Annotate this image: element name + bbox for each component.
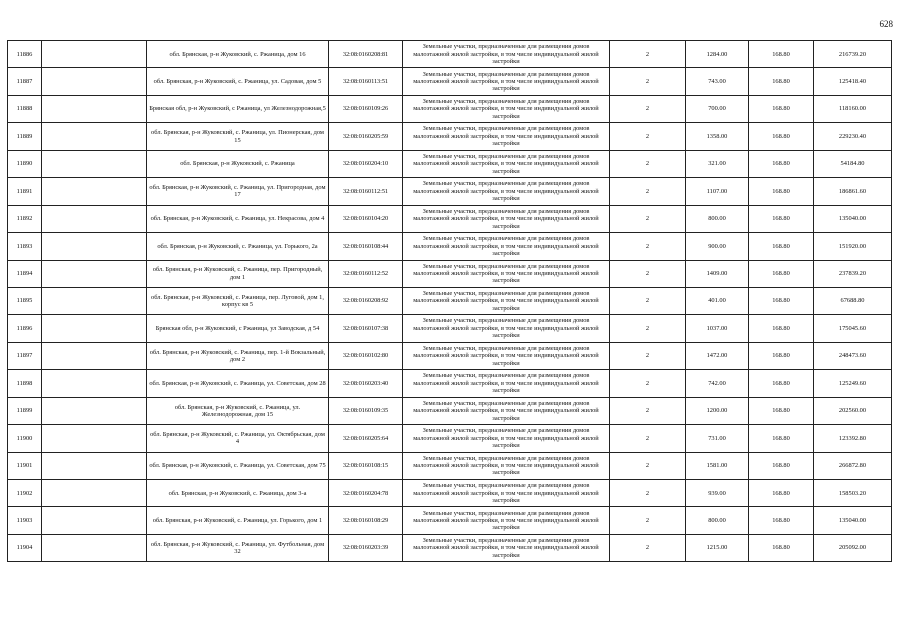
address-cell: обл. Брянская, р-н Жуковский, с. Ржаница, ул. Пионерская, дом 15 (147, 123, 329, 150)
group-cell: 2 (610, 233, 686, 260)
land-use-cell: Земельные участки, предназначенные для размещения домов малоэтажной жилой застройки, в том числе индивидуальной жилой застройки (403, 123, 610, 150)
cadastral-number-cell: 32:08:0160204:10 (329, 150, 403, 177)
empty-cell (42, 342, 147, 369)
address-cell: обл. Брянская, р-н Жуковский, с. Ржаница, пер. Луговой, дом 1, корпус кв 5 (147, 287, 329, 314)
empty-cell (42, 260, 147, 287)
rate-cell: 168.80 (749, 397, 814, 424)
land-use-cell: Земельные участки, предназначенные для размещения домов малоэтажной жилой застройки, в том числе индивидуальной жилой застройки (403, 342, 610, 369)
address-cell: обл. Брянская, р-н Жуковский, с. Ржаница, пер. Пригородный, дом 1 (147, 260, 329, 287)
cadastral-number-cell: 32:08:0160205:59 (329, 123, 403, 150)
area-cell: 1037.00 (686, 315, 749, 342)
cadastral-value-cell: 135040.00 (814, 507, 892, 534)
table-row (8, 315, 892, 342)
address-cell: обл. Брянская, р-н Жуковский, с. Ржаница, ул. Футбольная, дом 32 (147, 534, 329, 561)
rate-cell: 168.80 (749, 342, 814, 369)
cadastral-value-cell: 248473.60 (814, 342, 892, 369)
cadastral-value-cell: 229230.40 (814, 123, 892, 150)
cadastral-number-cell: 32:08:0160108:44 (329, 233, 403, 260)
cadastral-number-cell: 32:08:0160208:92 (329, 287, 403, 314)
group-cell: 2 (610, 123, 686, 150)
cadastral-value-cell: 118160.00 (814, 95, 892, 122)
page-number: 628 (879, 19, 893, 29)
cadastral-number-cell: 32:08:0160109:26 (329, 95, 403, 122)
table-row (8, 507, 892, 534)
cadastral-value-cell: 151920.00 (814, 233, 892, 260)
land-use-cell: Земельные участки, предназначенные для размещения домов малоэтажной жилой застройки, в том числе индивидуальной жилой застройки (403, 260, 610, 287)
group-cell: 2 (610, 205, 686, 232)
row-id-cell: 11899 (8, 397, 42, 424)
empty-cell (42, 425, 147, 452)
group-cell: 2 (610, 425, 686, 452)
land-registry-table (7, 40, 892, 562)
rate-cell: 168.80 (749, 507, 814, 534)
rate-cell: 168.80 (749, 260, 814, 287)
row-id-cell: 11896 (8, 315, 42, 342)
row-id-cell: 11893 (8, 233, 42, 260)
table-row (8, 41, 892, 68)
cadastral-number-cell: 32:08:0160102:80 (329, 342, 403, 369)
row-id-cell: 11887 (8, 68, 42, 95)
rate-cell: 168.80 (749, 150, 814, 177)
address-cell: Брянская обл, р-н Жуковский, с Ржаница, ул Железнодорожная,5 (147, 95, 329, 122)
group-cell: 2 (610, 507, 686, 534)
cadastral-value-cell: 123392.80 (814, 425, 892, 452)
table-row (8, 233, 892, 260)
table-row (8, 95, 892, 122)
empty-cell (42, 287, 147, 314)
area-cell: 900.00 (686, 233, 749, 260)
land-use-cell: Земельные участки, предназначенные для размещения домов малоэтажной жилой застройки, в том числе индивидуальной жилой застройки (403, 315, 610, 342)
land-use-cell: Земельные участки, предназначенные для размещения домов малоэтажной жилой застройки, в том числе индивидуальной жилой застройки (403, 233, 610, 260)
land-use-cell: Земельные участки, предназначенные для размещения домов малоэтажной жилой застройки, в том числе индивидуальной жилой застройки (403, 507, 610, 534)
area-cell: 800.00 (686, 205, 749, 232)
address-cell: обл. Брянская, р-н Жуковский, с. Ржаница, ул. Садовая, дом 5 (147, 68, 329, 95)
table-row (8, 534, 892, 561)
address-cell: обл. Брянская, р-н Жуковский, с. Ржаница (147, 150, 329, 177)
rate-cell: 168.80 (749, 534, 814, 561)
cadastral-number-cell: 32:08:0160208:81 (329, 41, 403, 68)
cadastral-number-cell: 32:08:0160113:51 (329, 68, 403, 95)
area-cell: 1284.00 (686, 41, 749, 68)
address-cell: обл. Брянская, р-н Жуковский, с. Ржаница, ул. Железнодорожная, дом 15 (147, 397, 329, 424)
rate-cell: 168.80 (749, 123, 814, 150)
cadastral-value-cell: 67688.80 (814, 287, 892, 314)
row-id-cell: 11900 (8, 425, 42, 452)
area-cell: 1215.00 (686, 534, 749, 561)
row-id-cell: 11895 (8, 287, 42, 314)
group-cell: 2 (610, 260, 686, 287)
rate-cell: 168.80 (749, 452, 814, 479)
cadastral-number-cell: 32:08:0160108:29 (329, 507, 403, 534)
land-use-cell: Земельные участки, предназначенные для размещения домов малоэтажной жилой застройки, в том числе индивидуальной жилой застройки (403, 68, 610, 95)
cadastral-value-cell: 266872.80 (814, 452, 892, 479)
area-cell: 1107.00 (686, 178, 749, 205)
address-cell: обл. Брянская, р-н Жуковский, с. Ржаница, ул. Горького, 2а (147, 233, 329, 260)
address-cell: обл. Брянская, р-н Жуковский, с. Ржаница, дом 3-а (147, 480, 329, 507)
cadastral-value-cell: 237839.20 (814, 260, 892, 287)
area-cell: 742.00 (686, 370, 749, 397)
row-id-cell: 11892 (8, 205, 42, 232)
table-row (8, 287, 892, 314)
group-cell: 2 (610, 178, 686, 205)
area-cell: 401.00 (686, 287, 749, 314)
rate-cell: 168.80 (749, 95, 814, 122)
empty-cell (42, 41, 147, 68)
table-row (8, 370, 892, 397)
row-id-cell: 11889 (8, 123, 42, 150)
rate-cell: 168.80 (749, 480, 814, 507)
group-cell: 2 (610, 150, 686, 177)
address-cell: обл. Брянская, р-н Жуковский, с. Ржаница, ул. Советская, дом 28 (147, 370, 329, 397)
area-cell: 731.00 (686, 425, 749, 452)
rate-cell: 168.80 (749, 41, 814, 68)
table-row (8, 260, 892, 287)
group-cell: 2 (610, 287, 686, 314)
rate-cell: 168.80 (749, 425, 814, 452)
rate-cell: 168.80 (749, 233, 814, 260)
address-cell: обл. Брянская, р-н Жуковский, с. Ржаница, ул. Некрасова, дом 4 (147, 205, 329, 232)
group-cell: 2 (610, 480, 686, 507)
cadastral-number-cell: 32:08:0160203:40 (329, 370, 403, 397)
row-id-cell: 11903 (8, 507, 42, 534)
cadastral-number-cell: 32:08:0160205:64 (329, 425, 403, 452)
address-cell: обл. Брянская, р-н Жуковский, с. Ржаница, ул. Советская, дом 75 (147, 452, 329, 479)
row-id-cell: 11894 (8, 260, 42, 287)
empty-cell (42, 315, 147, 342)
area-cell: 1409.00 (686, 260, 749, 287)
table-row (8, 480, 892, 507)
empty-cell (42, 397, 147, 424)
address-cell: обл. Брянская, р-н Жуковский, с. Ржаница, дом 16 (147, 41, 329, 68)
cadastral-value-cell: 175045.60 (814, 315, 892, 342)
group-cell: 2 (610, 95, 686, 122)
group-cell: 2 (610, 370, 686, 397)
cadastral-value-cell: 158503.20 (814, 480, 892, 507)
address-cell: обл. Брянская, р-н Жуковский, с. Ржаница, пер. 1-й Вокзальный, дом 2 (147, 342, 329, 369)
land-use-cell: Земельные участки, предназначенные для размещения домов малоэтажной жилой застройки, в том числе индивидуальной жилой застройки (403, 480, 610, 507)
rate-cell: 168.80 (749, 287, 814, 314)
area-cell: 1200.00 (686, 397, 749, 424)
area-cell: 800.00 (686, 507, 749, 534)
area-cell: 1472.00 (686, 342, 749, 369)
row-id-cell: 11904 (8, 534, 42, 561)
address-cell: обл. Брянская, р-н Жуковский, с. Ржаница, ул. Октябрьская, дом 4 (147, 425, 329, 452)
land-use-cell: Земельные участки, предназначенные для размещения домов малоэтажной жилой застройки, в том числе индивидуальной жилой застройки (403, 287, 610, 314)
cadastral-value-cell: 216739.20 (814, 41, 892, 68)
empty-cell (42, 452, 147, 479)
cadastral-value-cell: 125418.40 (814, 68, 892, 95)
cadastral-value-cell: 54184.80 (814, 150, 892, 177)
area-cell: 321.00 (686, 150, 749, 177)
row-id-cell: 11890 (8, 150, 42, 177)
rate-cell: 168.80 (749, 315, 814, 342)
table-row (8, 68, 892, 95)
empty-cell (42, 123, 147, 150)
land-use-cell: Земельные участки, предназначенные для размещения домов малоэтажной жилой застройки, в том числе индивидуальной жилой застройки (403, 534, 610, 561)
table-row (8, 150, 892, 177)
cadastral-number-cell: 32:08:0160203:39 (329, 534, 403, 561)
land-use-cell: Земельные участки, предназначенные для размещения домов малоэтажной жилой застройки, в том числе индивидуальной жилой застройки (403, 425, 610, 452)
address-cell: обл. Брянская, р-н Жуковский, с. Ржаница, ул. Пригородная, дом 17 (147, 178, 329, 205)
address-cell: Брянская обл, р-н Жуковский, с Ржаница, ул Заводская, д 54 (147, 315, 329, 342)
area-cell: 939.00 (686, 480, 749, 507)
land-use-cell: Земельные участки, предназначенные для размещения домов малоэтажной жилой застройки, в том числе индивидуальной жилой застройки (403, 178, 610, 205)
table-row (8, 425, 892, 452)
table-row (8, 178, 892, 205)
group-cell: 2 (610, 397, 686, 424)
group-cell: 2 (610, 41, 686, 68)
empty-cell (42, 480, 147, 507)
empty-cell (42, 370, 147, 397)
group-cell: 2 (610, 68, 686, 95)
cadastral-number-cell: 32:08:0160112:51 (329, 178, 403, 205)
cadastral-number-cell: 32:08:0160112:52 (329, 260, 403, 287)
table-row (8, 452, 892, 479)
area-cell: 1358.00 (686, 123, 749, 150)
empty-cell (42, 95, 147, 122)
cadastral-value-cell: 135040.00 (814, 205, 892, 232)
row-id-cell: 11886 (8, 41, 42, 68)
rate-cell: 168.80 (749, 370, 814, 397)
row-id-cell: 11891 (8, 178, 42, 205)
table-row (8, 397, 892, 424)
cadastral-value-cell: 125249.60 (814, 370, 892, 397)
table-row (8, 205, 892, 232)
land-use-cell: Земельные участки, предназначенные для размещения домов малоэтажной жилой застройки, в том числе индивидуальной жилой застройки (403, 95, 610, 122)
cadastral-number-cell: 32:08:0160107:38 (329, 315, 403, 342)
land-use-cell: Земельные участки, предназначенные для размещения домов малоэтажной жилой застройки, в том числе индивидуальной жилой застройки (403, 41, 610, 68)
group-cell: 2 (610, 534, 686, 561)
rate-cell: 168.80 (749, 68, 814, 95)
cadastral-number-cell: 32:08:0160204:78 (329, 480, 403, 507)
cadastral-number-cell: 32:08:0160109:35 (329, 397, 403, 424)
empty-cell (42, 534, 147, 561)
land-use-cell: Земельные участки, предназначенные для размещения домов малоэтажной жилой застройки, в том числе индивидуальной жилой застройки (403, 397, 610, 424)
area-cell: 1581.00 (686, 452, 749, 479)
table-row (8, 123, 892, 150)
row-id-cell: 11888 (8, 95, 42, 122)
rate-cell: 168.80 (749, 178, 814, 205)
cadastral-number-cell: 32:08:0160104:20 (329, 205, 403, 232)
empty-cell (42, 507, 147, 534)
address-cell: обл. Брянская, р-н Жуковский, с. Ржаница, ул. Горького, дом 1 (147, 507, 329, 534)
cadastral-value-cell: 186861.60 (814, 178, 892, 205)
row-id-cell: 11901 (8, 452, 42, 479)
empty-cell (42, 150, 147, 177)
group-cell: 2 (610, 452, 686, 479)
row-id-cell: 11897 (8, 342, 42, 369)
empty-cell (42, 68, 147, 95)
cadastral-number-cell: 32:08:0160108:15 (329, 452, 403, 479)
empty-cell (42, 233, 147, 260)
land-use-cell: Земельные участки, предназначенные для размещения домов малоэтажной жилой застройки, в том числе индивидуальной жилой застройки (403, 370, 610, 397)
land-use-cell: Земельные участки, предназначенные для размещения домов малоэтажной жилой застройки, в том числе индивидуальной жилой застройки (403, 205, 610, 232)
area-cell: 700.00 (686, 95, 749, 122)
empty-cell (42, 205, 147, 232)
group-cell: 2 (610, 342, 686, 369)
land-use-cell: Земельные участки, предназначенные для размещения домов малоэтажной жилой застройки, в том числе индивидуальной жилой застройки (403, 452, 610, 479)
table-body (8, 41, 892, 562)
row-id-cell: 11902 (8, 480, 42, 507)
row-id-cell: 11898 (8, 370, 42, 397)
group-cell: 2 (610, 315, 686, 342)
table-row (8, 342, 892, 369)
area-cell: 743.00 (686, 68, 749, 95)
empty-cell (42, 178, 147, 205)
land-use-cell: Земельные участки, предназначенные для размещения домов малоэтажной жилой застройки, в том числе индивидуальной жилой застройки (403, 150, 610, 177)
cadastral-value-cell: 205092.00 (814, 534, 892, 561)
cadastral-value-cell: 202560.00 (814, 397, 892, 424)
rate-cell: 168.80 (749, 205, 814, 232)
